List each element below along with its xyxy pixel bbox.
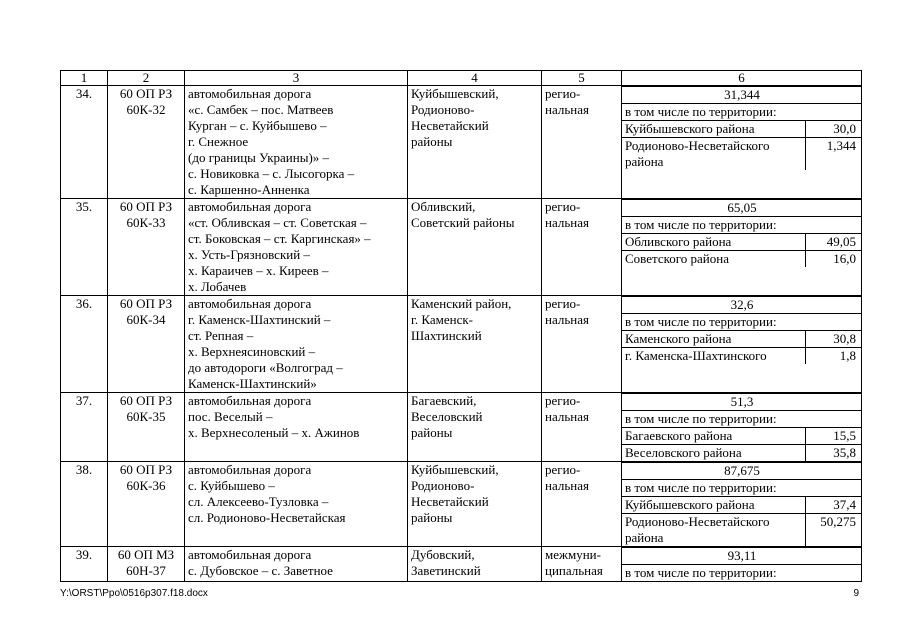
- table-row: [61, 393, 862, 462]
- road-name-line: г. Каменск-Шахтинский –: [188, 312, 331, 327]
- road-length-cell: [622, 199, 862, 296]
- road-name-line: автомобильная дорога: [188, 86, 312, 101]
- road-category: [542, 86, 622, 199]
- footer-file-path: Y:\ORST\Ppo\0516p307.f18.docx: [60, 588, 208, 599]
- part-territory: Советского района: [622, 251, 805, 268]
- road-code-line: 60К-33: [126, 215, 166, 230]
- road-districts-line: Багаевский,: [411, 393, 477, 408]
- part-territory: Куйбышевского района: [622, 121, 805, 138]
- road-code-line: 60К-32: [126, 102, 166, 117]
- road-category-line: регио-: [545, 199, 581, 214]
- footer-page-number: 9: [853, 588, 859, 599]
- table-header-row: [61, 71, 862, 86]
- length-part-row: [622, 234, 862, 251]
- road-code-line: 60 ОП РЗ: [119, 199, 173, 214]
- road-category-line: регио-: [545, 296, 581, 311]
- road-name-line: г. Снежное: [188, 134, 249, 149]
- road-name-line: х. Верхнеясиновский –: [188, 344, 316, 359]
- road-name-line: Курган – с. Куйбышево –: [188, 118, 327, 133]
- road-code-line: 60 ОП МЗ: [117, 547, 175, 562]
- part-territory: Обливского района: [622, 234, 805, 251]
- road-name-line: х. Лобачев: [188, 279, 247, 294]
- length-part-row: [622, 121, 862, 138]
- length-subheading: в том числе по территории:: [622, 104, 862, 121]
- part-territory: Веселовского района: [622, 445, 805, 462]
- road-name-line: «ст. Обливская – ст. Советская –: [188, 215, 367, 230]
- road-name-line: автомобильная дорога: [188, 393, 312, 408]
- road-category: [542, 199, 622, 296]
- length-part-row: [622, 331, 862, 348]
- part-length: 37,4: [805, 497, 862, 514]
- road-districts-line: Родионово-: [411, 102, 475, 117]
- length-total: 65,05: [622, 200, 862, 217]
- part-length: 1,344: [805, 138, 862, 171]
- header-col-3: 3: [185, 71, 408, 86]
- length-breakdown: [622, 296, 862, 364]
- table-row: [61, 296, 862, 393]
- road-districts-line: Родионово-: [411, 478, 475, 493]
- road-districts-line: районы: [411, 425, 453, 440]
- road-districts-line: г. Каменск-: [411, 312, 474, 327]
- part-territory: г. Каменска-Шахтинского: [622, 348, 805, 365]
- length-subheading: в том числе по территории:: [622, 217, 862, 234]
- length-subheading: в том числе по территории:: [622, 411, 862, 428]
- length-total: 51,3: [622, 394, 862, 411]
- road-code-line: 60 ОП РЗ: [119, 393, 173, 408]
- table-row: [61, 462, 862, 547]
- road-districts-line: Шахтинский: [411, 328, 482, 343]
- road-name-line: сл. Алексеево-Тузловка –: [188, 494, 329, 509]
- road-districts-line: районы: [411, 134, 453, 149]
- header-col-2: 2: [108, 71, 185, 86]
- road-code-line: 60 ОП РЗ: [119, 462, 173, 477]
- road-name-line: Каменск-Шахтинский»: [188, 376, 317, 391]
- part-length: 15,5: [805, 428, 862, 445]
- length-total: 32,6: [622, 297, 862, 314]
- road-districts-line: районы: [411, 510, 453, 525]
- road-districts-line: Куйбышевский,: [411, 86, 499, 101]
- road-name-line: с. Дубовское – с. Заветное: [188, 563, 333, 578]
- road-districts-line: Несветайский: [411, 494, 489, 509]
- road-category-line: ципальная: [545, 563, 603, 578]
- road-districts-line: Каменский район,: [411, 296, 512, 311]
- length-part-row: [622, 497, 862, 514]
- row-number: 35.: [61, 199, 108, 296]
- road-name-line: (до границы Украины)» –: [188, 150, 330, 165]
- road-category-line: нальная: [545, 409, 589, 424]
- road-code: [108, 86, 185, 199]
- length-total: 93,11: [622, 548, 862, 565]
- length-subheading: в том числе по территории:: [622, 565, 862, 582]
- length-total: 87,675: [622, 463, 862, 480]
- road-districts-line: Обливский,: [411, 199, 476, 214]
- row-number: 38.: [61, 462, 108, 547]
- road-category: [542, 462, 622, 547]
- road-name-line: автомобильная дорога: [188, 296, 312, 311]
- road-code-line: 60Н-37: [126, 563, 166, 578]
- part-length: 16,0: [805, 251, 862, 268]
- road-districts: [408, 296, 542, 393]
- road-category-line: регио-: [545, 393, 581, 408]
- road-name-line: автомобильная дорога: [188, 547, 312, 562]
- road-category-line: нальная: [545, 478, 589, 493]
- part-territory: Родионово-Несветайского района: [622, 514, 805, 547]
- part-length: 35,8: [805, 445, 862, 462]
- road-districts-line: Советский районы: [411, 215, 515, 230]
- road-districts-line: Куйбышевский,: [411, 462, 499, 477]
- road-districts-line: Заветинский: [411, 563, 481, 578]
- road-category-line: межмуни-: [545, 547, 601, 562]
- part-length: 30,8: [805, 331, 862, 348]
- road-category-line: нальная: [545, 102, 589, 117]
- row-number: 36.: [61, 296, 108, 393]
- part-length: 30,0: [805, 121, 862, 138]
- part-territory: Куйбышевского района: [622, 497, 805, 514]
- part-territory: Каменского района: [622, 331, 805, 348]
- road-name-line: сл. Родионово-Несветайская: [188, 510, 346, 525]
- road-code-line: 60К-36: [126, 478, 166, 493]
- road-name: [185, 547, 408, 582]
- road-districts: [408, 462, 542, 547]
- length-part-row: [622, 514, 862, 547]
- length-part-row: [622, 348, 862, 365]
- road-name-line: х. Усть-Грязновский –: [188, 247, 310, 262]
- table-row: [61, 199, 862, 296]
- road-name-line: до автодороги «Волгоград –: [188, 360, 343, 375]
- road-name-line: автомобильная дорога: [188, 199, 312, 214]
- road-code-line: 60 ОП РЗ: [119, 296, 173, 311]
- road-length-cell: [622, 547, 862, 582]
- road-category-line: нальная: [545, 312, 589, 327]
- row-number: 34.: [61, 86, 108, 199]
- road-category: [542, 393, 622, 462]
- road-category-line: нальная: [545, 215, 589, 230]
- road-name-line: х. Караичев – х. Киреев –: [188, 263, 329, 278]
- road-name: [185, 393, 408, 462]
- length-breakdown: [622, 199, 862, 267]
- road-districts: [408, 393, 542, 462]
- road-code: [108, 462, 185, 547]
- length-breakdown: [622, 86, 862, 170]
- roads-table: [60, 70, 862, 582]
- table-row: [61, 547, 862, 582]
- road-category-line: регио-: [545, 462, 581, 477]
- road-districts-line: Несветайский: [411, 118, 489, 133]
- road-districts: [408, 86, 542, 199]
- road-name-line: автомобильная дорога: [188, 462, 312, 477]
- road-name-line: с. Каршенно-Анненка: [188, 182, 310, 197]
- table-row: [61, 86, 862, 199]
- road-name-line: ст. Репная –: [188, 328, 254, 343]
- part-length: 50,275: [805, 514, 862, 547]
- road-code: [108, 199, 185, 296]
- length-part-row: [622, 445, 862, 462]
- road-name-line: х. Верхнесоленый – х. Ажинов: [188, 425, 360, 440]
- road-name: [185, 462, 408, 547]
- row-number: 39.: [61, 547, 108, 582]
- length-subheading: в том числе по территории:: [622, 480, 862, 497]
- length-total: 31,344: [622, 87, 862, 104]
- road-length-cell: [622, 296, 862, 393]
- road-name-line: с. Куйбышево –: [188, 478, 275, 493]
- length-part-row: [622, 251, 862, 268]
- length-breakdown: [622, 547, 862, 581]
- road-length-cell: [622, 462, 862, 547]
- header-col-6: 6: [622, 71, 862, 86]
- header-col-5: 5: [542, 71, 622, 86]
- header-col-1: 1: [61, 71, 108, 86]
- part-length: 49,05: [805, 234, 862, 251]
- road-districts-line: Веселовский: [411, 409, 483, 424]
- road-length-cell: [622, 393, 862, 462]
- length-breakdown: [622, 393, 862, 461]
- road-districts: [408, 199, 542, 296]
- road-code: [108, 547, 185, 582]
- part-territory: Родионово-Несветайского района: [622, 138, 805, 171]
- road-length-cell: [622, 86, 862, 199]
- road-name-line: «с. Самбек – пос. Матвеев: [188, 102, 334, 117]
- row-number: 37.: [61, 393, 108, 462]
- road-code: [108, 393, 185, 462]
- road-districts-line: Дубовский,: [411, 547, 475, 562]
- part-territory: Багаевского района: [622, 428, 805, 445]
- road-code-line: 60 ОП РЗ: [119, 86, 173, 101]
- length-subheading: в том числе по территории:: [622, 314, 862, 331]
- length-part-row: [622, 428, 862, 445]
- road-category: [542, 296, 622, 393]
- length-breakdown: [622, 462, 862, 546]
- road-category: [542, 547, 622, 582]
- road-name-line: с. Новиковка – с. Лысогорка –: [188, 166, 355, 181]
- part-length: 1,8: [805, 348, 862, 365]
- road-category-line: регио-: [545, 86, 581, 101]
- road-name-line: ст. Боковская – ст. Каргинская» –: [188, 231, 371, 246]
- header-col-4: 4: [408, 71, 542, 86]
- road-code-line: 60К-34: [126, 312, 166, 327]
- road-code-line: 60К-35: [126, 409, 166, 424]
- road-name: [185, 86, 408, 199]
- road-name: [185, 199, 408, 296]
- road-districts: [408, 547, 542, 582]
- road-code: [108, 296, 185, 393]
- length-part-row: [622, 138, 862, 171]
- road-name: [185, 296, 408, 393]
- road-name-line: пос. Веселый –: [188, 409, 273, 424]
